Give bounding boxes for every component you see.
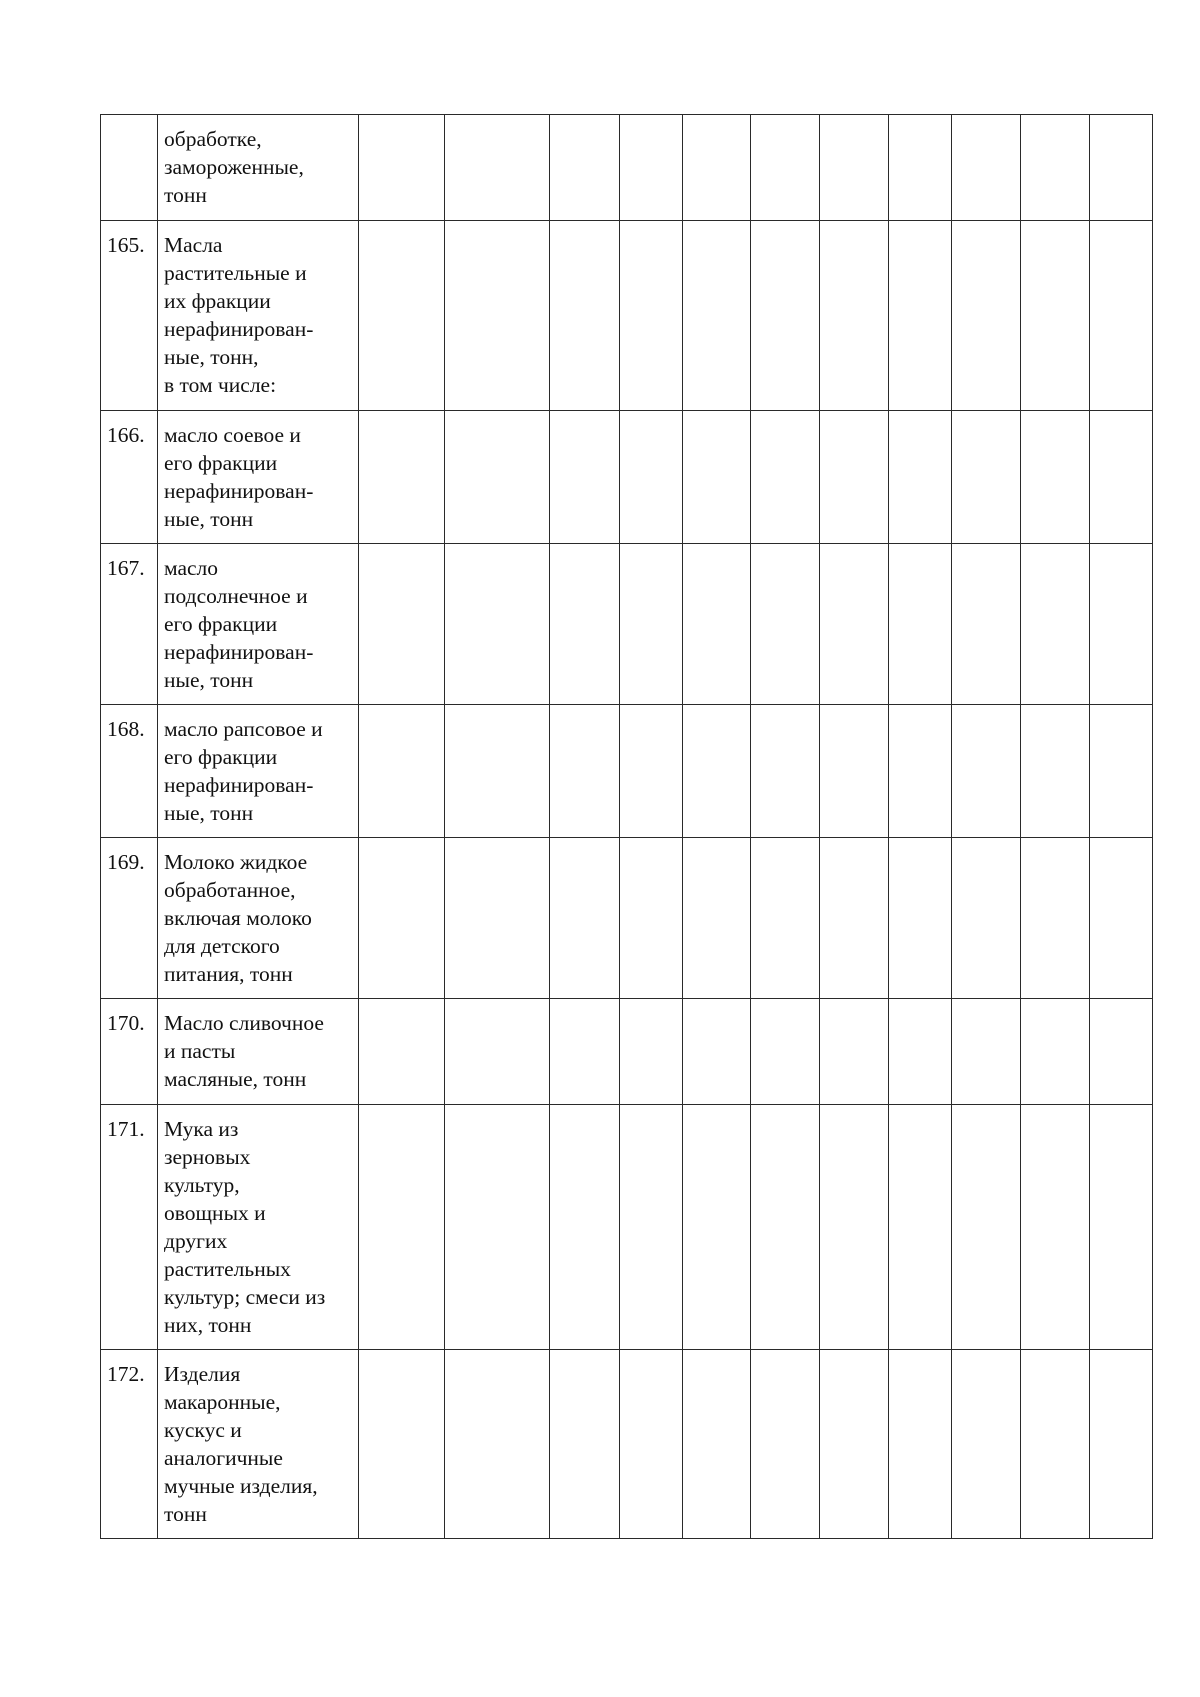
empty-value-cell <box>359 1105 445 1350</box>
empty-value-cell <box>683 411 751 544</box>
empty-value-cell <box>889 838 952 999</box>
empty-value-cell <box>550 411 620 544</box>
empty-value-cell <box>751 115 820 221</box>
empty-value-cell <box>820 1105 889 1350</box>
row-description-cell: масло рапсовое и его фракции нерафинирован- ные, тонн <box>158 705 359 838</box>
empty-value-cell <box>620 411 683 544</box>
empty-value-cell <box>1090 544 1153 705</box>
empty-value-cell <box>359 1350 445 1539</box>
empty-value-cell <box>550 544 620 705</box>
empty-value-cell <box>445 1105 550 1350</box>
empty-value-cell <box>820 411 889 544</box>
empty-value-cell <box>683 544 751 705</box>
empty-value-cell <box>359 999 445 1105</box>
empty-value-cell <box>359 115 445 221</box>
row-description-cell: Молоко жидкое обработанное, включая молоко для детского питания, тонн <box>158 838 359 999</box>
table-row <box>101 838 1153 999</box>
empty-value-cell <box>889 221 952 411</box>
empty-value-cell <box>683 221 751 411</box>
empty-value-cell <box>445 544 550 705</box>
row-description-cell: масло соевое и его фракции нерафинирован- ные, тонн <box>158 411 359 544</box>
empty-value-cell <box>751 838 820 999</box>
table-row <box>101 1350 1153 1539</box>
row-description-cell: Изделия макаронные, кускус и аналогичные мучные изделия, тонн <box>158 1350 359 1539</box>
empty-value-cell <box>445 705 550 838</box>
empty-value-cell <box>820 705 889 838</box>
empty-value-cell <box>620 705 683 838</box>
empty-value-cell <box>550 115 620 221</box>
empty-value-cell <box>550 221 620 411</box>
empty-value-cell <box>445 411 550 544</box>
table-row <box>101 221 1153 411</box>
row-number-cell <box>101 115 158 221</box>
table-body <box>101 115 1153 1539</box>
empty-value-cell <box>820 221 889 411</box>
empty-value-cell <box>1021 221 1090 411</box>
row-number-cell: 171. <box>101 1105 158 1350</box>
table-row <box>101 999 1153 1105</box>
empty-value-cell <box>751 411 820 544</box>
empty-value-cell <box>359 221 445 411</box>
empty-value-cell <box>889 115 952 221</box>
empty-value-cell <box>820 838 889 999</box>
empty-value-cell <box>820 1350 889 1539</box>
empty-value-cell <box>751 221 820 411</box>
empty-value-cell <box>952 115 1021 221</box>
empty-value-cell <box>1090 999 1153 1105</box>
table-row <box>101 115 1153 221</box>
row-description-cell: Мука из зерновых культур, овощных и других растительных культур; смеси из них, тонн <box>158 1105 359 1350</box>
row-number-cell: 169. <box>101 838 158 999</box>
empty-value-cell <box>550 1350 620 1539</box>
empty-value-cell <box>1090 1105 1153 1350</box>
empty-value-cell <box>1021 544 1090 705</box>
row-number-cell: 172. <box>101 1350 158 1539</box>
empty-value-cell <box>889 1105 952 1350</box>
empty-value-cell <box>620 221 683 411</box>
empty-value-cell <box>1090 838 1153 999</box>
empty-value-cell <box>620 115 683 221</box>
empty-value-cell <box>445 115 550 221</box>
empty-value-cell <box>820 115 889 221</box>
table-row <box>101 544 1153 705</box>
empty-value-cell <box>683 115 751 221</box>
row-number-cell: 166. <box>101 411 158 544</box>
empty-value-cell <box>683 1105 751 1350</box>
empty-value-cell <box>445 1350 550 1539</box>
empty-value-cell <box>889 411 952 544</box>
empty-value-cell <box>751 999 820 1105</box>
row-description-cell: масло подсолнечное и его фракции нерафинирован- ные, тонн <box>158 544 359 705</box>
empty-value-cell <box>359 544 445 705</box>
empty-value-cell <box>1090 221 1153 411</box>
empty-value-cell <box>1021 1350 1090 1539</box>
empty-value-cell <box>952 999 1021 1105</box>
empty-value-cell <box>683 1350 751 1539</box>
empty-value-cell <box>683 838 751 999</box>
empty-value-cell <box>620 999 683 1105</box>
empty-value-cell <box>889 705 952 838</box>
row-description-cell: обработке, замороженные, тонн <box>158 115 359 221</box>
empty-value-cell <box>550 838 620 999</box>
empty-value-cell <box>550 705 620 838</box>
empty-value-cell <box>751 544 820 705</box>
empty-value-cell <box>820 544 889 705</box>
empty-value-cell <box>1090 705 1153 838</box>
empty-value-cell <box>1090 1350 1153 1539</box>
empty-value-cell <box>889 999 952 1105</box>
empty-value-cell <box>952 1350 1021 1539</box>
table-row <box>101 705 1153 838</box>
table-row <box>101 1105 1153 1350</box>
empty-value-cell <box>550 999 620 1105</box>
row-number-cell: 165. <box>101 221 158 411</box>
empty-value-cell <box>683 999 751 1105</box>
empty-value-cell <box>751 1350 820 1539</box>
row-description-cell: Масло сливочное и пасты масляные, тонн <box>158 999 359 1105</box>
empty-value-cell <box>620 544 683 705</box>
empty-value-cell <box>1021 999 1090 1105</box>
empty-value-cell <box>1021 705 1090 838</box>
empty-value-cell <box>889 544 952 705</box>
empty-value-cell <box>1021 411 1090 544</box>
empty-value-cell <box>620 1105 683 1350</box>
empty-value-cell <box>1090 411 1153 544</box>
row-number-cell: 168. <box>101 705 158 838</box>
empty-value-cell <box>751 1105 820 1350</box>
empty-value-cell <box>1021 115 1090 221</box>
empty-value-cell <box>952 544 1021 705</box>
row-number-cell: 170. <box>101 999 158 1105</box>
empty-value-cell <box>1021 838 1090 999</box>
empty-value-cell <box>751 705 820 838</box>
empty-value-cell <box>1090 115 1153 221</box>
empty-value-cell <box>359 838 445 999</box>
empty-value-cell <box>952 411 1021 544</box>
data-table <box>100 114 1153 1539</box>
row-description-cell: Масла растительные и их фракции нерафинирован- ные, тонн, в том числе: <box>158 221 359 411</box>
table-row <box>101 411 1153 544</box>
empty-value-cell <box>952 838 1021 999</box>
empty-value-cell <box>952 1105 1021 1350</box>
empty-value-cell <box>445 221 550 411</box>
empty-value-cell <box>445 838 550 999</box>
empty-value-cell <box>359 705 445 838</box>
empty-value-cell <box>952 221 1021 411</box>
row-number-cell: 167. <box>101 544 158 705</box>
empty-value-cell <box>359 411 445 544</box>
empty-value-cell <box>1021 1105 1090 1350</box>
empty-value-cell <box>550 1105 620 1350</box>
empty-value-cell <box>620 838 683 999</box>
empty-value-cell <box>820 999 889 1105</box>
empty-value-cell <box>620 1350 683 1539</box>
empty-value-cell <box>683 705 751 838</box>
empty-value-cell <box>952 705 1021 838</box>
empty-value-cell <box>889 1350 952 1539</box>
empty-value-cell <box>445 999 550 1105</box>
